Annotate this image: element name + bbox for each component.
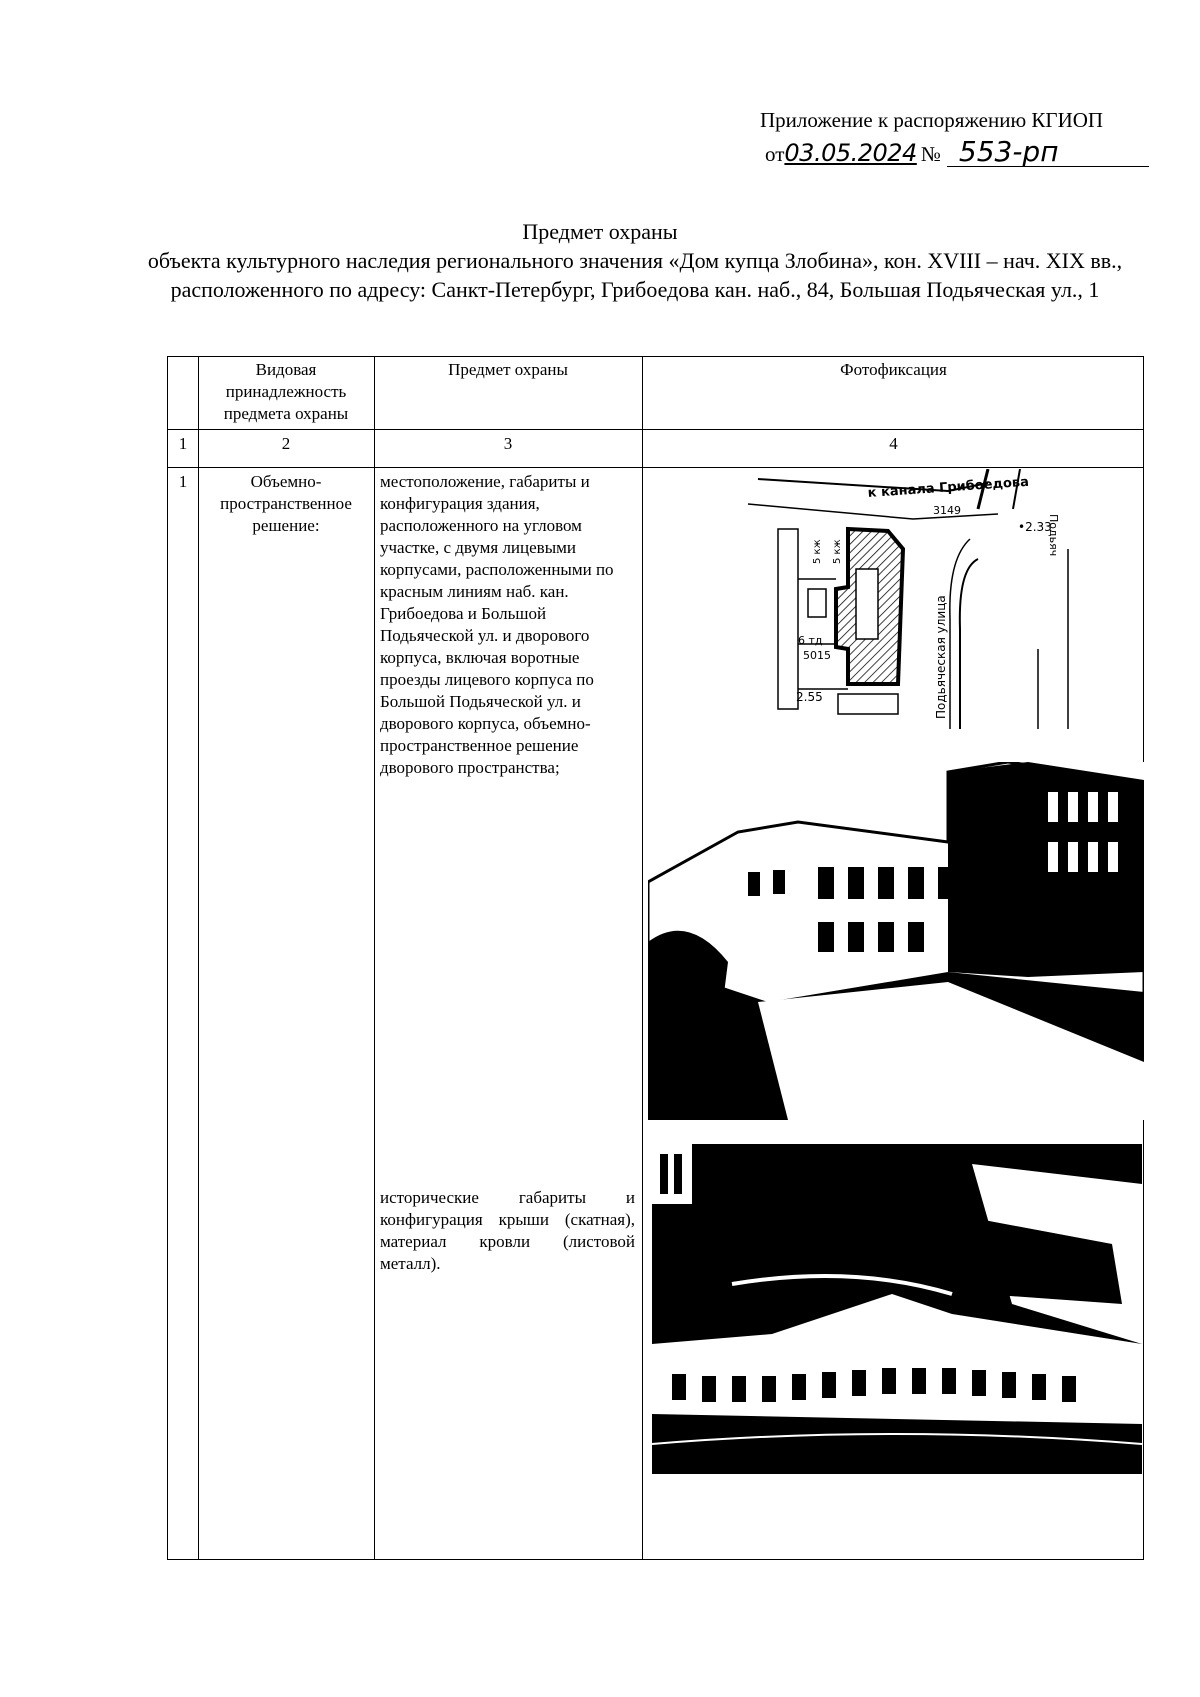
table-row-divider	[168, 429, 1143, 430]
header-type: Видовая принадлежность предмета охраны	[223, 360, 349, 423]
table-col-divider	[374, 357, 375, 1559]
row-number: 1	[178, 472, 188, 491]
table-col-divider	[198, 357, 199, 1559]
order-prefix: от	[765, 142, 785, 166]
header-subject: Предмет охраны	[448, 360, 568, 379]
appendix-caption: Приложение к распоряжению КГИОП	[760, 108, 1104, 132]
map-label: 5015	[803, 649, 831, 662]
subject-description-2: исторические габариты и конфигурация крыши (скатная), материал кровли (листовой металл).	[380, 1188, 635, 1273]
document-subtitle: объекта культурного наследия регионального значения «Дом купца Злобина», кон. XVIII – нач. XIX вв., расположенного по адресу: Санкт-Петербург, Грибоедова кан. наб., 84, Большая Подьяческая ул., 1	[147, 248, 1123, 302]
table-col-divider	[642, 357, 643, 1559]
order-number-label: №	[920, 142, 941, 166]
street-corner-photo-icon	[648, 762, 1144, 1120]
order-date: 03.05.2024	[784, 139, 917, 167]
column-number: 2	[281, 434, 291, 453]
column-number: 4	[889, 434, 898, 453]
map-label: 3149	[933, 504, 961, 517]
site-plan-map-icon	[738, 469, 1078, 729]
protection-subject-table	[167, 356, 1144, 1560]
map-label: 5 кж	[832, 539, 843, 564]
header-photo: Фотофиксация	[840, 360, 947, 379]
map-label: к канала Грибоедова	[867, 474, 1030, 501]
map-label: Подьяческая улица	[934, 595, 948, 719]
element-type: Объемно-пространственное решение:	[220, 472, 352, 535]
column-number: 3	[503, 434, 513, 453]
order-number: 553-рп	[947, 138, 1149, 167]
order-reference	[765, 135, 1149, 168]
table-row-divider	[168, 467, 1143, 468]
document-title: Предмет охраны	[522, 219, 678, 244]
map-label: Подьяч	[1047, 514, 1060, 557]
map-label: 2.55	[796, 690, 823, 704]
column-number: 1	[178, 434, 188, 453]
map-label: •2.33	[1018, 520, 1052, 534]
map-label: 5 кж	[812, 539, 823, 564]
aerial-roof-photo-icon	[652, 1144, 1142, 1474]
subject-description-1: местоположение, габариты и конфигурация здания, расположенного на угловом участке, с двумя лицевыми корпусами, расположенными по красным линиям наб. кан. Грибоедова и Большой Подьяческой ул. и дворового корпуса, включая воротные проезды лицевого корпуса по Большой Подьяческой ул. и дворового корпуса, объемно-пространственное решение дворового пространства;	[380, 472, 614, 777]
map-label: 6 тд	[798, 634, 823, 647]
